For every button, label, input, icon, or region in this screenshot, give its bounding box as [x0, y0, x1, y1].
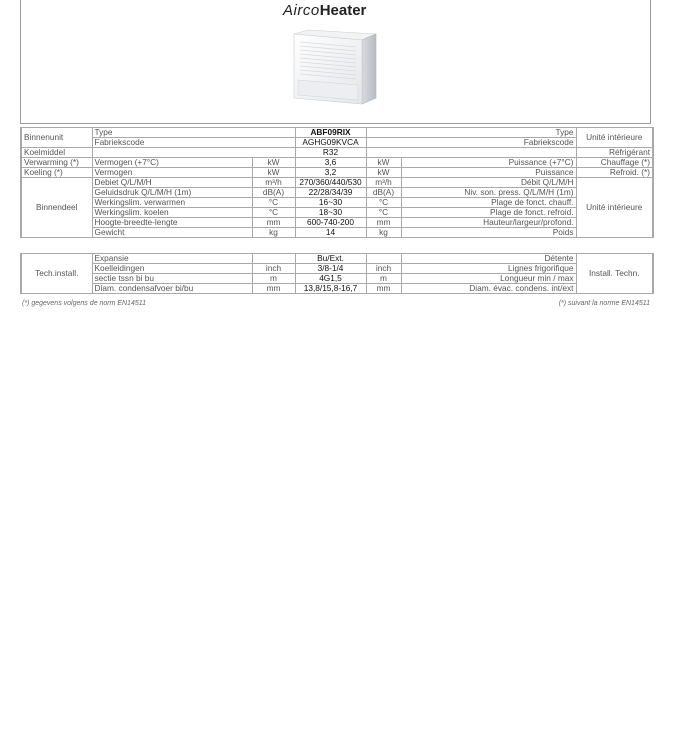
unit-cell: mm: [366, 218, 401, 228]
row-label-fr: Plage de fonct. refroid.: [401, 208, 576, 218]
spec-table-installation: [20, 253, 654, 294]
unit-cell: [366, 254, 401, 264]
row-label: Type: [92, 128, 295, 138]
row-label: Geluidsdruk Q/L/M/H (1m): [92, 188, 252, 198]
unit-cell: mm: [366, 284, 401, 294]
row-label-fr: Débit Q/L/M/H: [401, 178, 576, 188]
unit-cell: kg: [252, 228, 295, 238]
table-row: [21, 264, 653, 274]
cell-value: 13,8/15,8-16,7: [295, 284, 366, 294]
section-label: Binnenunit: [21, 128, 92, 148]
cell-value: 14: [295, 228, 366, 238]
table-row: [21, 138, 653, 148]
unit-cell: inch: [252, 264, 295, 274]
row-label: Expansie: [92, 254, 252, 264]
row-label-fr: Lignes frigorifique: [401, 264, 576, 274]
unit-cell: inch: [366, 264, 401, 274]
section-label-fr: Unité intérieure: [576, 178, 653, 238]
unit-cell: m³/h: [366, 178, 401, 188]
row-label: sectie tssn bi bu: [92, 274, 252, 284]
table-row: [21, 158, 653, 168]
row-label-fr: Détente: [401, 254, 576, 264]
cell-value: 16~30: [295, 198, 366, 208]
row-label: Gewicht: [92, 228, 252, 238]
table-row: [21, 188, 653, 198]
unit-cell: dB(A): [252, 188, 295, 198]
cell-value: 3,2: [295, 168, 366, 178]
unit-cell: °C: [252, 208, 295, 218]
unit-cell: kW: [366, 168, 401, 178]
table-row: [21, 254, 653, 264]
unit-cell: m³/h: [252, 178, 295, 188]
unit-cell: °C: [366, 208, 401, 218]
footnote-nl: (*) gegevens volgens de norm EN14511: [22, 300, 147, 307]
empty-cell: [92, 148, 295, 158]
table-row: [21, 168, 653, 178]
cell-value: AGHG09KVCA: [295, 138, 366, 148]
row-label: Fabriekscode: [92, 138, 295, 148]
section-label-fr: Unité intérieure: [576, 128, 653, 148]
cell-value: Bu/Ext.: [295, 254, 366, 264]
row-label: Werkingslim. koelen: [92, 208, 252, 218]
cell-value: 600-740-200: [295, 218, 366, 228]
brand-logo-part2: Heater: [319, 2, 367, 19]
row-label-fr: Type: [366, 128, 576, 138]
row-label-fr: Puissance (+7°C): [401, 158, 576, 168]
spec-table-main: [20, 127, 654, 238]
table-row: [21, 148, 653, 158]
unit-cell: dB(A): [366, 188, 401, 198]
table-row: [21, 198, 653, 208]
section-label: Verwarming (*): [21, 158, 92, 168]
row-label: Vermogen: [92, 168, 252, 178]
row-label-fr: Diam. évac. condens. int/ext: [401, 284, 576, 294]
unit-cell: m: [366, 274, 401, 284]
table-row: [21, 274, 653, 284]
cell-value: 4G1,5: [295, 274, 366, 284]
table-row: [21, 208, 653, 218]
section-label-fr: Refroid. (*): [576, 168, 653, 178]
row-label-fr: Puissance: [401, 168, 576, 178]
row-label: Vermogen (+7°C): [92, 158, 252, 168]
row-label-fr: Fabriekscode: [366, 138, 576, 148]
row-label-fr: Plage de fonct. chauff.: [401, 198, 576, 208]
table-row: [21, 178, 653, 188]
unit-cell: m: [252, 274, 295, 284]
cell-value: 270/360/440/530: [295, 178, 366, 188]
unit-cell: °C: [252, 198, 295, 208]
row-label: Koelleidingen: [92, 264, 252, 274]
row-label-fr: Poids: [401, 228, 576, 238]
section-label: Tech.install.: [21, 254, 92, 294]
row-label: Debiet Q/L/M/H: [92, 178, 252, 188]
table-row: [21, 284, 653, 294]
cell-value: 3/8-1/4: [295, 264, 366, 274]
section-label-fr: Install. Techn.: [576, 254, 653, 294]
section-label: Koeling (*): [21, 168, 92, 178]
cell-value: R32: [295, 148, 366, 158]
table-row: [21, 218, 653, 228]
section-label-fr: Réfrigérant: [576, 148, 653, 158]
unit-cell: mm: [252, 218, 295, 228]
row-label: Werkingslim. verwarmen: [92, 198, 252, 208]
section-label: Koelmiddel: [21, 148, 92, 158]
indoor-unit-image: [290, 28, 382, 106]
brand-logo: [283, 2, 366, 20]
section-label-fr: Chauffage (*): [576, 158, 653, 168]
cell-value: 18~30: [295, 208, 366, 218]
unit-cell: kW: [252, 158, 295, 168]
unit-cell: [252, 254, 295, 264]
section-label: Binnendeel: [21, 178, 92, 238]
brand-logo-part1: Airco: [283, 2, 320, 19]
row-label: Diam. condensafvoer bi/bu: [92, 284, 252, 294]
cell-value: ABF09RIX: [295, 128, 366, 138]
unit-cell: mm: [252, 284, 295, 294]
empty-cell: [366, 148, 576, 158]
cell-value: 3,6: [295, 158, 366, 168]
footnote-fr: (*) suivant la norme EN14511: [558, 300, 650, 307]
unit-cell: °C: [366, 198, 401, 208]
table-row: [21, 128, 653, 138]
table-row: [21, 228, 653, 238]
row-label-fr: Hauteur/largeur/profond.: [401, 218, 576, 228]
row-label-fr: Longueur min / max: [401, 274, 576, 284]
row-label: Hoogte-breedte-lengte: [92, 218, 252, 228]
unit-cell: kg: [366, 228, 401, 238]
row-label-fr: Niv. son. press. Q/L/M/H (1m): [401, 188, 576, 198]
unit-cell: kW: [252, 168, 295, 178]
unit-cell: kW: [366, 158, 401, 168]
cell-value: 22/28/34/39: [295, 188, 366, 198]
